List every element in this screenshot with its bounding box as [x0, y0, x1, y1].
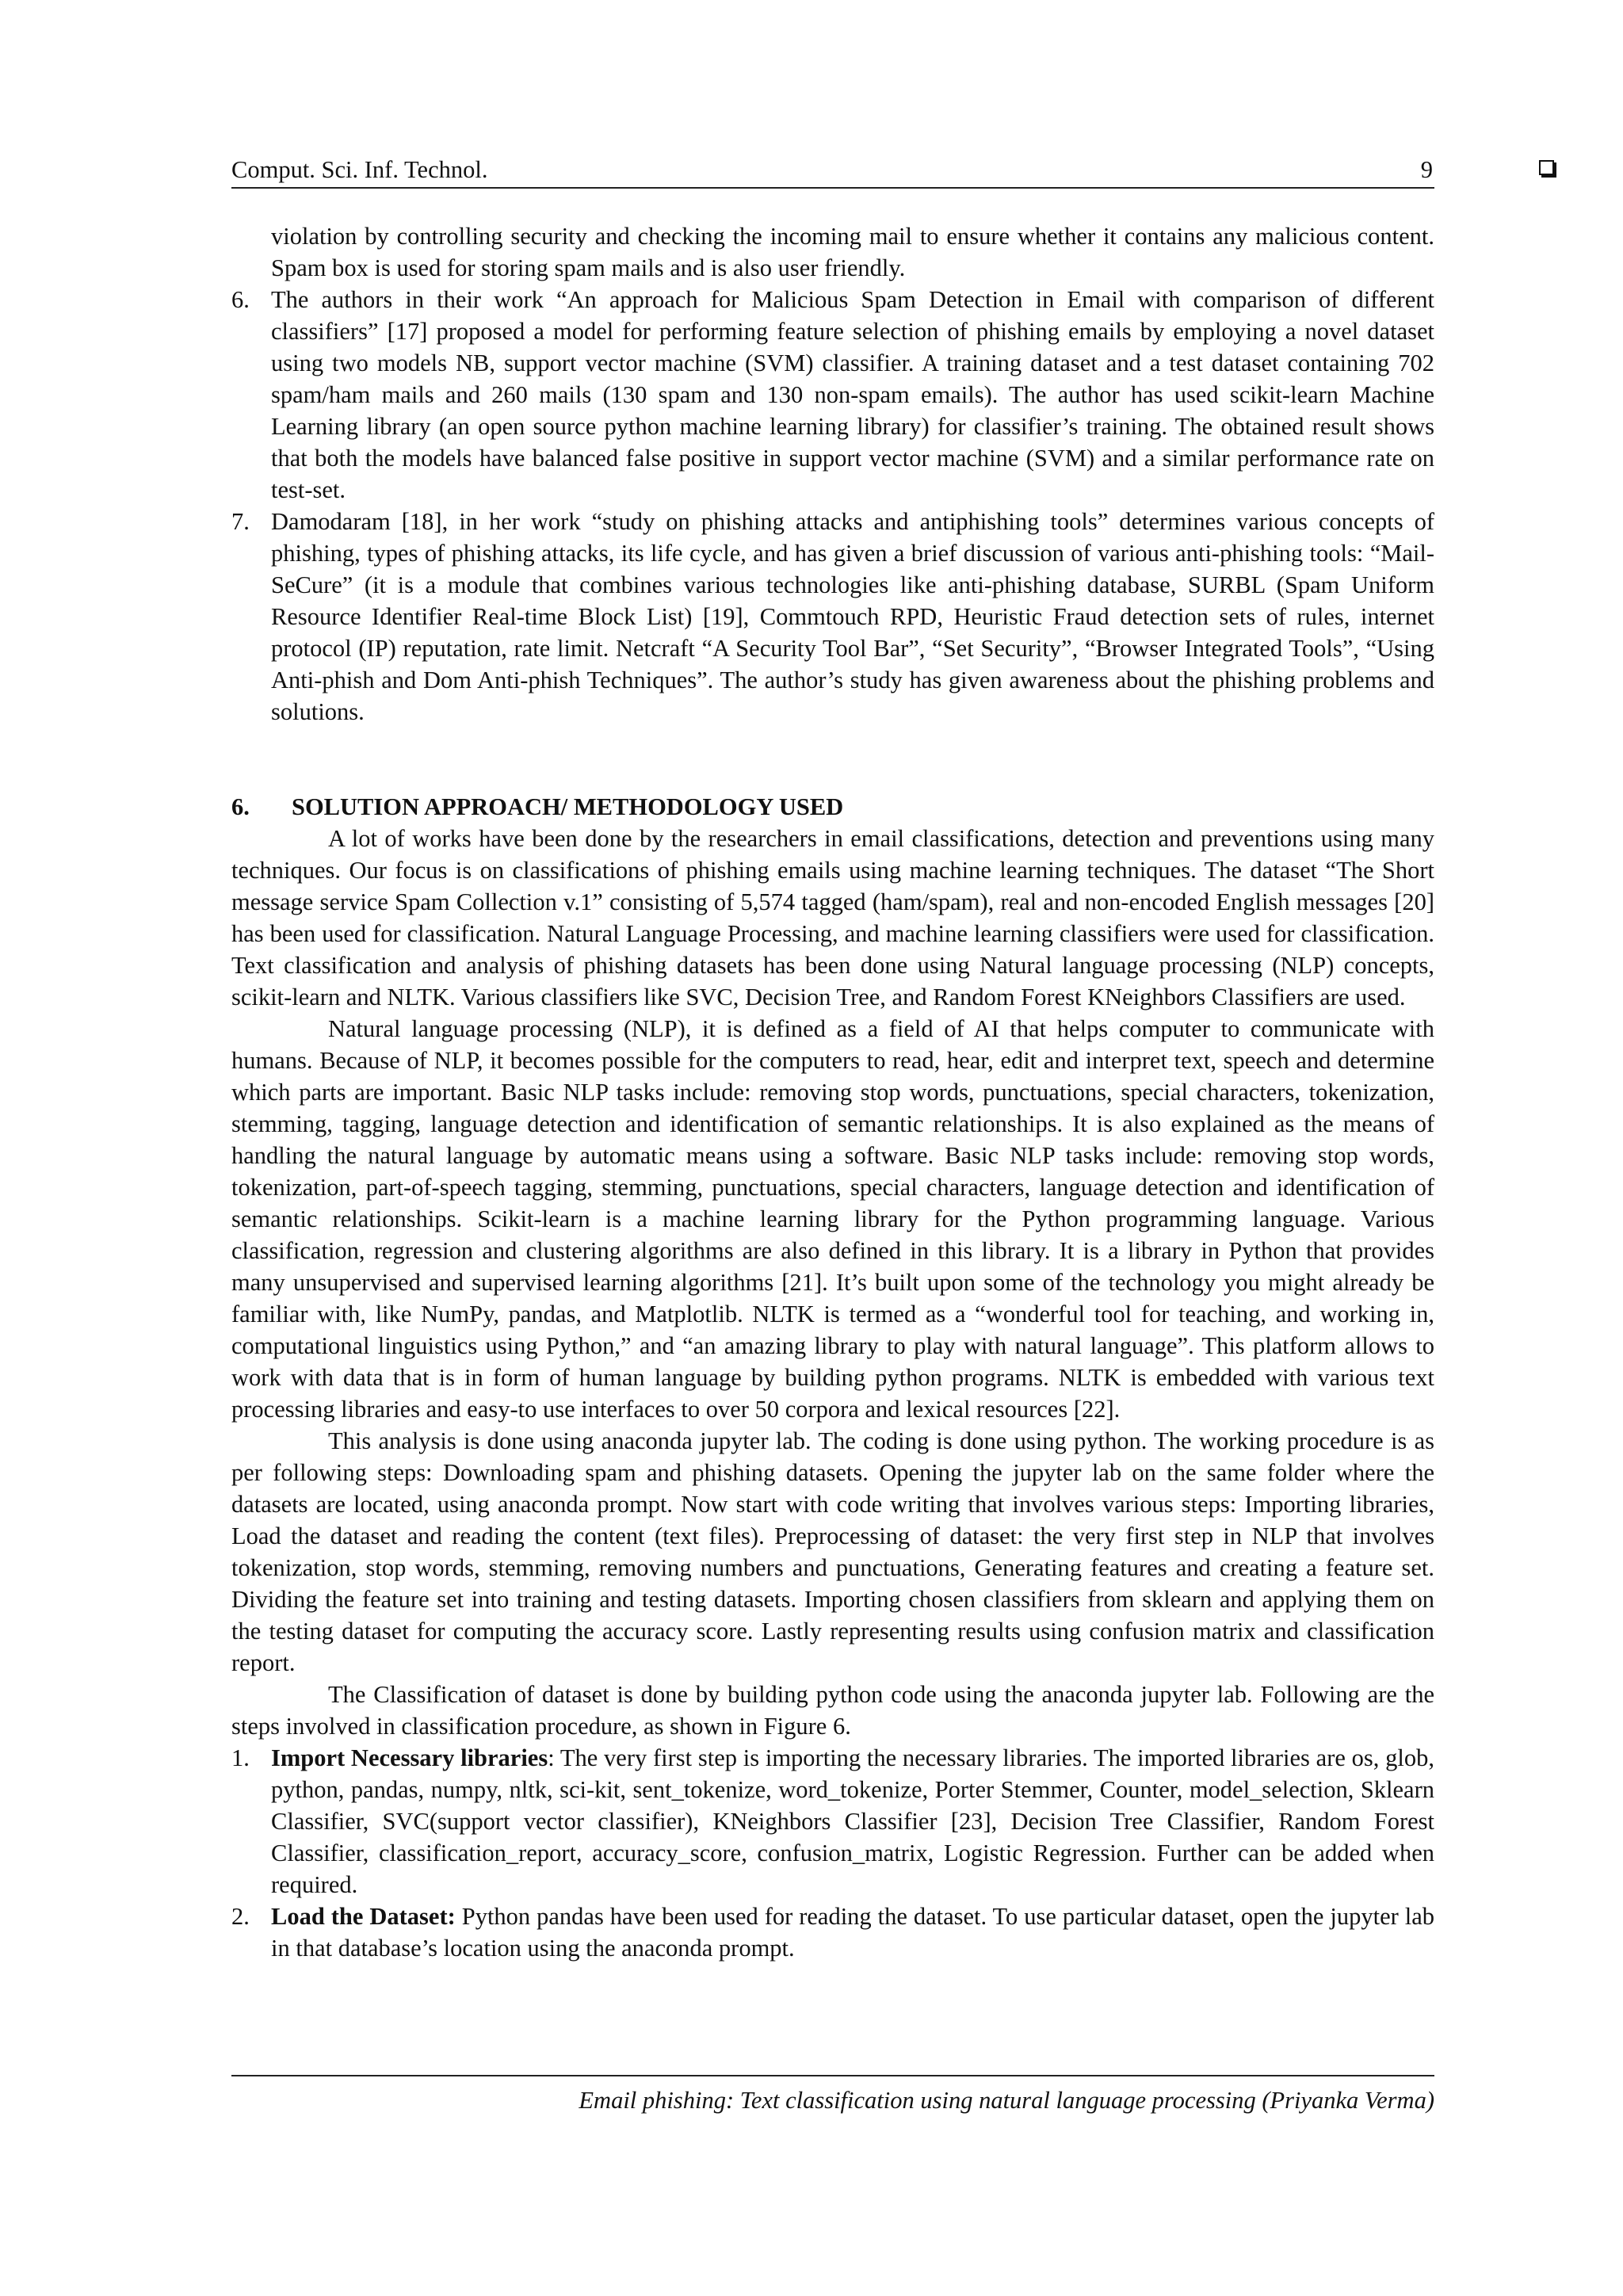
section-number: 6. — [231, 793, 250, 820]
page-body — [231, 220, 1434, 1964]
continuation-text: violation by controlling security and checking the incoming mail to ensure whether it contains any malicious content. Spam box is used for storing spam mails and is also user friendly. — [271, 223, 1434, 281]
list-item — [231, 284, 1434, 506]
checkbox-square-icon — [1539, 160, 1554, 175]
step-lead: Import Necessary libraries — [271, 1744, 548, 1771]
list-text: The authors in their work “An approach for Malicious Spam Detection in Email with comparison of different classifiers” [17] proposed a model for performing feature selection of phishing emails by employing a novel dataset using two models NB, support vector machine (SVM) classifier. A training dataset and a test dataset containing 702 spam/ham mails and 260 mails (130 spam and 130 non-spam emails). The author has used scikit-learn Machine Learning library (an open source python machine learning library) for classifier’s training. The obtained result shows that both the models have balanced false positive in support vector machine (SVM) and a similar performance rate on test-set. — [271, 286, 1434, 503]
step-body: Python pandas have been used for reading the dataset. To use particular dataset, open the jupyter lab in that database’s location using the anaconda prompt. — [271, 1903, 1434, 1962]
step-lead: Load the Dataset: — [271, 1903, 456, 1930]
running-footer: Email phishing: Text classification using natural language processing (Priyanka Verma) — [231, 2075, 1434, 2116]
running-header — [231, 154, 1434, 189]
section-heading — [231, 791, 1434, 823]
list-number: 6. — [231, 286, 250, 313]
journal-name: Comput. Sci. Inf. Technol. — [231, 156, 488, 183]
section-title: SOLUTION APPROACH/ METHODOLOGY USED — [292, 793, 844, 820]
step-number: 2. — [231, 1903, 250, 1930]
list-text: Damodaram [18], in her work “study on phishing attacks and antiphishing tools” determines various concepts of phishing, types of phishing attacks, its life cycle, and has given a brief discussion of various anti-phishing tools: “Mail-SeCure” (it is a module that combines various technologies like anti-phishing database, SURBL (Spam Uniform Resource Identifier Real-time Block List) [19], Commtouch RPD, Heuristic Fraud detection sets of rules, internet protocol (IP) reputation, rate limit. Netcraft “A Security Tool Bar”, “Set Security”, “Browser Integrated Tools”, “Using Anti-phish and Dom Anti-phish Techniques”. The author’s study has given awareness about the phishing problems and solutions. — [271, 508, 1434, 725]
list-item — [231, 506, 1434, 728]
step-body: : The very first step is importing the necessary libraries. The imported libraries are os, glob, python, pandas, numpy, nltk, sci-kit, sent_tokenize, word_tokenize, Porter Stemmer, Counter, model_selection, Sklearn Classifier, SVC(support vector classifier), KNeighbors Classifier [23], Decision Tree Classifier, Random Forest Classifier, classification_report, accuracy_score, confusion_matrix, Logistic Regression. Further can be added when required. — [271, 1744, 1434, 1898]
page-number: 9 — [1420, 156, 1433, 183]
step-number: 1. — [231, 1744, 250, 1771]
step-item — [231, 1742, 1434, 1901]
paragraph: This analysis is done using anaconda jupyter lab. The coding is done using python. The working procedure is as per following steps: Downloading spam and phishing datasets. Opening the jupyter lab on the same folder where the datasets are located, using anaconda prompt. Now start with code writing that involves various steps: Importing libraries, Load the dataset and reading the content (text files). Preprocessing of dataset: the very first step in NLP that involves tokenization, stop words, stemming, removing numbers and punctuations, Generating features and creating a feature set. Dividing the feature set into training and testing datasets. Importing chosen classifiers from sklearn and applying them on the testing dataset for computing the accuracy score. Lastly representing results using confusion matrix and classification report. — [231, 1427, 1434, 1676]
paragraph: A lot of works have been done by the researchers in email classifications, detection and preventions using many techniques. Our focus is on classifications of phishing emails using machine learning techniques. The dataset “The Short message service Spam Collection v.1” consisting of 5,574 tagged (ham/spam), real and non-encoded English messages [20] has been used for classification. Natural Language Processing, and machine learning classifiers were used for classification. Text classification and analysis of phishing datasets has been done using Natural language processing (NLP) concepts, scikit-learn and NLTK. Various classifiers like SVC, Decision Tree, and Random Forest KNeighbors Classifiers are used. — [231, 825, 1434, 1010]
step-item — [231, 1901, 1434, 1964]
step-text — [271, 1901, 1434, 1964]
paragraph: The Classification of dataset is done by building python code using the anaconda jupyter lab. Following are the steps involved in classification procedure, as shown in Figure 6. — [231, 1681, 1434, 1740]
list-number: 7. — [231, 508, 250, 535]
paragraph: Natural language processing (NLP), it is defined as a field of AI that helps computer to communicate with humans. Because of NLP, it becomes possible for the computers to read, hear, edit and interpret text, speech and determine which parts are important. Basic NLP tasks include: removing stop words, punctuations, special characters, tokenization, stemming, tagging, language detection and identification of semantic relationships. It is also explained as the means of handling the natural language by automatic means using a software. Basic NLP tasks include: removing stop words, tokenization, part-of-speech tagging, stemming, punctuations, special characters, language detection and identification of semantic relationships. Scikit-learn is a machine learning library for the Python programming language. Various classification, regression and clustering algorithms are also defined in this library. It is a library in Python that provides many unsupervised and supervised learning algorithms [21]. It’s built upon some of the technology you might already be familiar with, like NumPy, pandas, and Matplotlib. NLTK is termed as a “wonderful tool for teaching, and working in, computational linguistics using Python,” and “an amazing library to play with natural language”. This platform allows to work with data that is in form of human language by building python programs. NLTK is embedded with various text processing libraries and easy-to use interfaces to over 50 corpora and lexical resources [22]. — [231, 1015, 1434, 1423]
step-text — [271, 1742, 1434, 1901]
